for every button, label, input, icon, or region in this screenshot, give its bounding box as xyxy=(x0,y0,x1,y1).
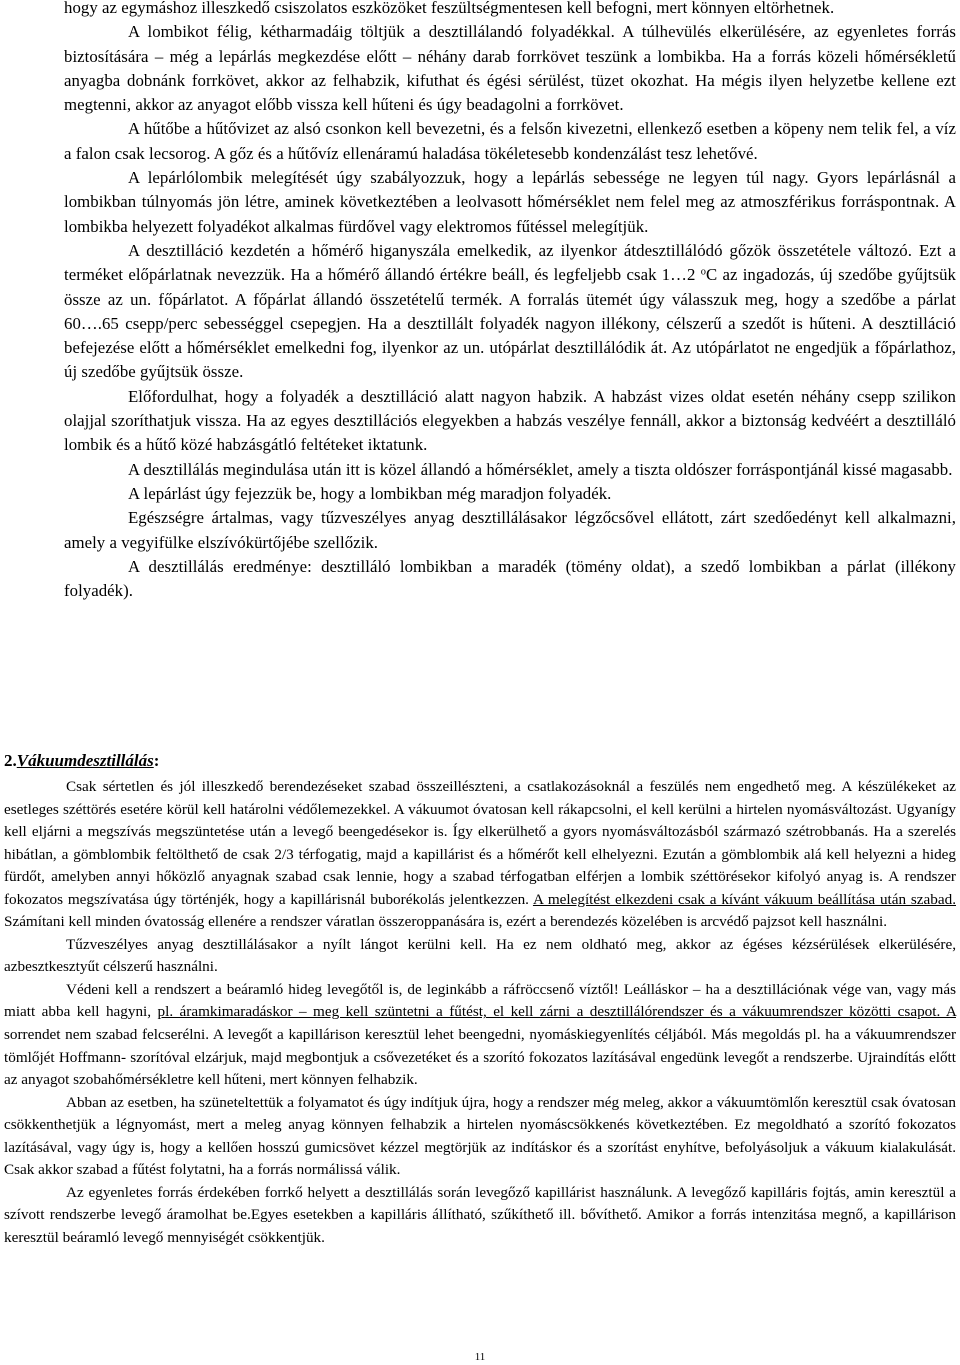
section-vacuum-distillation xyxy=(4,776,956,1249)
paragraph xyxy=(4,776,956,934)
underlined-text: pl. áramkimaradáskor – meg kell szüntetni a fűtést, el kell zárni a desztillálórendszer és a vákuumrendszer közötti csapot. A xyxy=(157,1003,956,1021)
paragraph-text: Számítani kell minden óvatosság ellenére a rendszer váratlan összeroppanására is, ezért a berendezés közelében is arcvédő pajzsot kell használni. xyxy=(4,913,888,931)
paragraph-text: A desztillálás eredménye: desztilláló lombikban a maradék (tömény oldat), a szedő lombikban a párlat (illékony folyadék). xyxy=(64,556,956,601)
heading-number: 2. xyxy=(4,751,17,770)
paragraph-text: Védeni kell a rendszert a beáramló hideg levegőtől is, de leginkább a ráfröccsenő víztől! Leálláskor – ha a desztillációnak vége van, vagy más miatt abba kell hagyni, xyxy=(4,980,956,1021)
paragraph-text: A desztillálás megindulása után itt is közel állandó a hőmérséklet, amely a tiszta oldószer forráspontjánál kissé magasabb. xyxy=(128,459,953,479)
paragraph xyxy=(64,20,956,117)
paragraph xyxy=(64,0,956,20)
paragraph-text: Az egyenletes forrás érdekében forrkő helyett a desztillálás során levegőző kapillárist használunk. A levegőző kapilláris fojtás, amin keresztül a szívott rendszerbe levegő áramolhat be.Egyes esetekben a kapilláris állítható, szűkíthető ill. bővíthető. Amikor a forrás intenzitása megnő, a kapillárison keresztül beáramló levegő mennyiségét csökkentjük. xyxy=(4,1183,956,1246)
page-number: 11 xyxy=(474,1351,486,1363)
paragraph-text: Egészségre ártalmas, vagy tűzveszélyes anyag desztillálásakor légzőcsővel ellátott, zárt szedőedényt kell alkalmazni, amely a vegyifülke elszívókürtőjébe szellőzik. xyxy=(64,508,956,552)
heading-title: Vákuumdesztillálás xyxy=(16,751,154,770)
paragraph xyxy=(4,979,956,1092)
paragraph xyxy=(64,482,956,506)
paragraph xyxy=(4,1092,956,1182)
paragraph-text: A desztilláció kezdetén a hőmérő higanyszála emelkedik, az ilyenkor átdesztillálódó gőzök összetétele változó. Ezt a terméket előpárlatnak nevezzük. Ha a hőmérő állandó értékre beáll, és legfeljebb csak 1…2 xyxy=(64,240,956,285)
paragraph-text: hogy az egymáshoz illeszkedő csiszolatos eszközöket feszültségmentesen kell befogni, mert könnyen eltörhetnek. xyxy=(64,0,835,17)
paragraph-text: A lepárlást úgy fejezzük be, hogy a lombikban még maradjon folyadék. xyxy=(128,483,612,503)
paragraph xyxy=(64,239,956,385)
paragraph-text: sorrendet nem szabad felcserélni. A levegőt a kapillárison keresztül lehet beengedni, nyomáskiegyenlítés céljából. Más megoldás pl. ha a vákuumrendszer tömlőjét Hoffmann- szorítóval elzárjuk, majd megbontjuk a csővezetéket és a szorító fokozatos lazításával engedünk levegőt a rendszerbe. Ujraindítás előtt az anyagot szobahőmérsékletre kell hűteni, mert könnyen felhabzik. xyxy=(4,1026,956,1089)
paragraph-text: Tűzveszélyes anyag desztillálásakor a nyílt lángot kerülni kell. Ha ez nem oldható meg, akkor az égéses kézsérülések elkerülésére, azbesztkesztyűt célszerű használni. xyxy=(4,935,956,976)
paragraph-text: Előfordulhat, hogy a folyadék a desztilláció alatt nagyon habzik. A habzást vizes oldat esetén néhány csepp szilikon olajjal szoríthatjuk vissza. Ha az egyes desztillációs elegyekben a habzás veszélye fennáll, akkor a biztonság kedvéért a desztilláló lombik és a hűtő közé habzásgátló feltéteket iktatunk. xyxy=(64,386,956,455)
paragraph-text: Csak sértetlen és jól illeszkedő berendezéseket szabad összeillészteni, a csatlakozásoknál a feszülés nem engedhető meg. A készülékeket az esetleges széttörés esetére körül kell határolni védőlemezekkel. A vákuumot óvatosan kell rákapcsolni, el kell kerülni a hirtelen nyomásváltozást. Ugyanígy kell eljárni a megszívás megszüntetése után a levegő beengedésekor is. Így elkerülhető a gyors nyomásváltozásból származó szétrobbanás. Ha a szerelés hibátlan, a gömblombik feltölthető de csak 2/3 térfogatig, majd a kapillárist és a hőmérőt kell elhelyezni. Ezután a gömblombik alá kell helyezni a hideg fürdőt, amelyben annyi hőközlő anyagnak szabad csak lennie, hogy a szabad térfogatban elférjen a lombik széttörésekor kifolyó anyag is. A rendszer fokozatos megszívatása úgy történjék, hogy a kapillárisnál buborékolás jelentkezzen. xyxy=(4,778,956,908)
paragraph xyxy=(64,458,956,482)
paragraph xyxy=(64,506,956,555)
paragraph xyxy=(64,555,956,604)
section-heading-vacuum-distillation xyxy=(4,750,159,772)
superscript-text: o xyxy=(700,266,706,278)
paragraph xyxy=(64,166,956,239)
paragraph-text: A lombikot félig, kétharmadáig töltjük a desztillálandó folyadékkal. A túlhevülés elkerülésére, az egyenletes forrás biztosítására – még a lepárlás megkezdése előtt – néhány darab forrkövet teszünk a lombikba. Ha a forrás közeli hőmérsékletű anyagba dobnánk forrkövet, akkor az felhabzik, kifuthat és égési sérülést, tüzet okozhat. Ha mégis ilyen helyzetbe kellene ezt megtenni, akkor az anyagot előbb vissza kell hűteni és úgy beadagolni a forrkövet. xyxy=(64,22,956,115)
heading-suffix: : xyxy=(153,751,160,770)
paragraph xyxy=(64,117,956,166)
section-distillation xyxy=(64,0,956,603)
paragraph-text: A lepárlólombik melegítését úgy szabályozzuk, hogy a lepárlás sebessége ne legyen túl nagy. Gyors lepárlásnál a lombikban túlnyomás jön létre, aminek következtében a leolvasott hőmérséklet nem felel meg az atmoszférikus forráspontnak. A lombikba helyezett folyadékot alkalmas fürdővel vagy elektromos fűtéssel melegítjük. xyxy=(64,168,956,236)
paragraph xyxy=(4,1182,956,1250)
paragraph-text: A hűtőbe a hűtővizet az alsó csonkon kell bevezetni, és a felsőn kivezetni, ellenkező esetben a köpeny nem telik fel, a víz a falon csak lecsorog. A gőz és a hűtővíz ellenáramú haladása tökéletesebb kondenzálást tesz lehetővé. xyxy=(64,119,956,163)
paragraph xyxy=(4,934,956,979)
underlined-text: A melegítést elkezdeni csak a kívánt vákuum beállítása után szabad. xyxy=(532,890,956,908)
paragraph xyxy=(64,385,956,458)
paragraph-text: Abban az esetben, ha szüneteltettük a folyamatot és úgy indítjuk újra, hogy a rendszer még meleg, akkor a vákuumtömlőn keresztül csak óvatosan csökkenthetjük a légnyomást, mert a meleg anyag könnyen felhabzik a hirtelen nyomáscsökkenés következtében. Ez megoldható a szorító fokozatos lazításával, vagy úgy is, hogy a kellően hosszú gumicsövet kézzel megtörjük az indításkor és a szorítást enyhítve, befolyásoljuk a vákuum kialakulását. Csak akkor szabad a fűtést folytatni, ha a forrás normálissá válik. xyxy=(4,1093,956,1179)
paragraph-text: C az ingadozás, új szedőbe gyűjtsük össze az un. főpárlatot. A főpárlat állandó összetételű termék. A forralás ütemét úgy válasszuk meg, hogy a szedőbe a párlat 60….65 csepp/perc sebességgel csepegjen. Ha a desztillált folyadék nagyon illékony, célszerű a szedőt is hűteni. A desztilláció befejezése előtt a hőmérséklet emelkedni fog, ilyenkor az un. utópárlat desztillálódik át. Az utópárlatot ne engedjük a főpárlathoz, új szedőbe gyűjtsük össze. xyxy=(64,265,956,382)
